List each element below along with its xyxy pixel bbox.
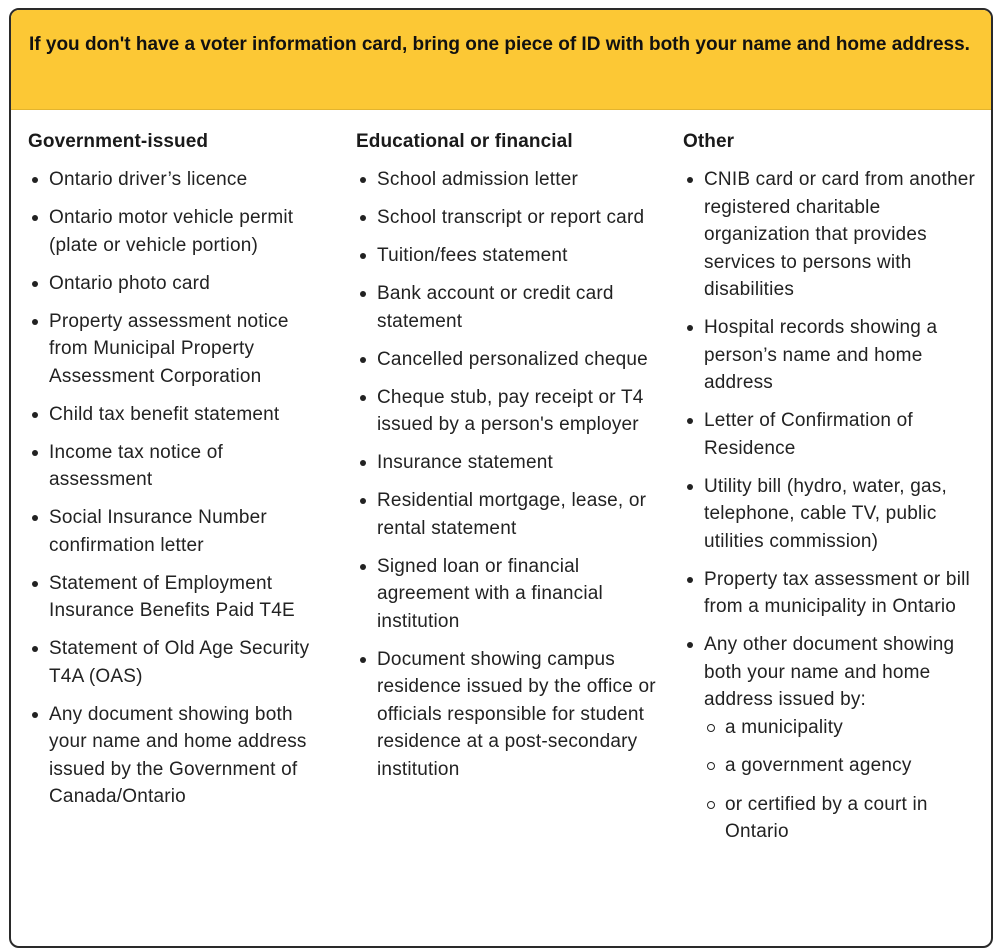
sub-list-item: a municipality — [704, 714, 983, 742]
list-item: Property tax assessment or bill from a municipality in Ontario — [683, 566, 983, 621]
issuer-sublist — [704, 714, 983, 846]
list-item-text: Any other document showing both your name and home address issued by: — [704, 634, 955, 710]
column-heading: Government-issued — [28, 131, 209, 152]
list-item: Property assessment notice from Municipal Property Assessment Corporation — [28, 308, 328, 391]
id-list — [683, 166, 983, 846]
column-heading: Other — [683, 131, 735, 152]
list-item-with-sublist — [683, 631, 983, 846]
list-item: School transcript or report card — [356, 204, 656, 232]
list-item: Income tax notice of assessment — [28, 439, 328, 494]
banner-text: If you don't have a voter information card, bring one piece of ID with both your name and home address. — [29, 34, 970, 55]
sub-list-item: or certified by a court in Ontario — [704, 791, 983, 846]
list-item: Cheque stub, pay receipt or T4 issued by a person's employer — [356, 384, 656, 439]
list-item: Tuition/fees statement — [356, 242, 656, 270]
column-other — [683, 128, 983, 857]
list-item: Ontario driver’s licence — [28, 166, 328, 194]
list-item: School admission letter — [356, 166, 656, 194]
column-educational-financial — [356, 128, 656, 794]
column-heading: Educational or financial — [356, 131, 573, 152]
column-government-issued — [28, 128, 328, 821]
id-list — [356, 166, 656, 783]
list-item: Utility bill (hydro, water, gas, telephone, cable TV, public utilities commission) — [683, 473, 983, 556]
list-item: Social Insurance Number confirmation letter — [28, 504, 328, 559]
list-item: Hospital records showing a person’s name and home address — [683, 314, 983, 397]
list-item: Letter of Confirmation of Residence — [683, 407, 983, 462]
list-item: Statement of Old Age Security T4A (OAS) — [28, 635, 328, 690]
list-item: Cancelled personalized cheque — [356, 346, 656, 374]
list-item: Insurance statement — [356, 449, 656, 477]
list-item: Residential mortgage, lease, or rental statement — [356, 487, 656, 542]
list-item: Document showing campus residence issued by the office or officials responsible for student residence at a post-secondary institution — [356, 646, 656, 784]
id-columns — [11, 110, 991, 930]
id-list — [28, 166, 328, 811]
list-item: Ontario photo card — [28, 270, 328, 298]
voter-card-notice-banner — [11, 10, 991, 110]
list-item: Statement of Employment Insurance Benefits Paid T4E — [28, 570, 328, 625]
list-item: Bank account or credit card statement — [356, 280, 656, 335]
list-item: CNIB card or card from another registered charitable organization that provides services to persons with disabilities — [683, 166, 983, 304]
id-requirements-card — [9, 8, 993, 948]
list-item: Ontario motor vehicle permit (plate or vehicle portion) — [28, 204, 328, 259]
list-item: Child tax benefit statement — [28, 401, 328, 429]
list-item: Any document showing both your name and home address issued by the Government of Canada/Ontario — [28, 701, 328, 811]
sub-list-item: a government agency — [704, 752, 983, 780]
list-item: Signed loan or financial agreement with a financial institution — [356, 553, 656, 636]
